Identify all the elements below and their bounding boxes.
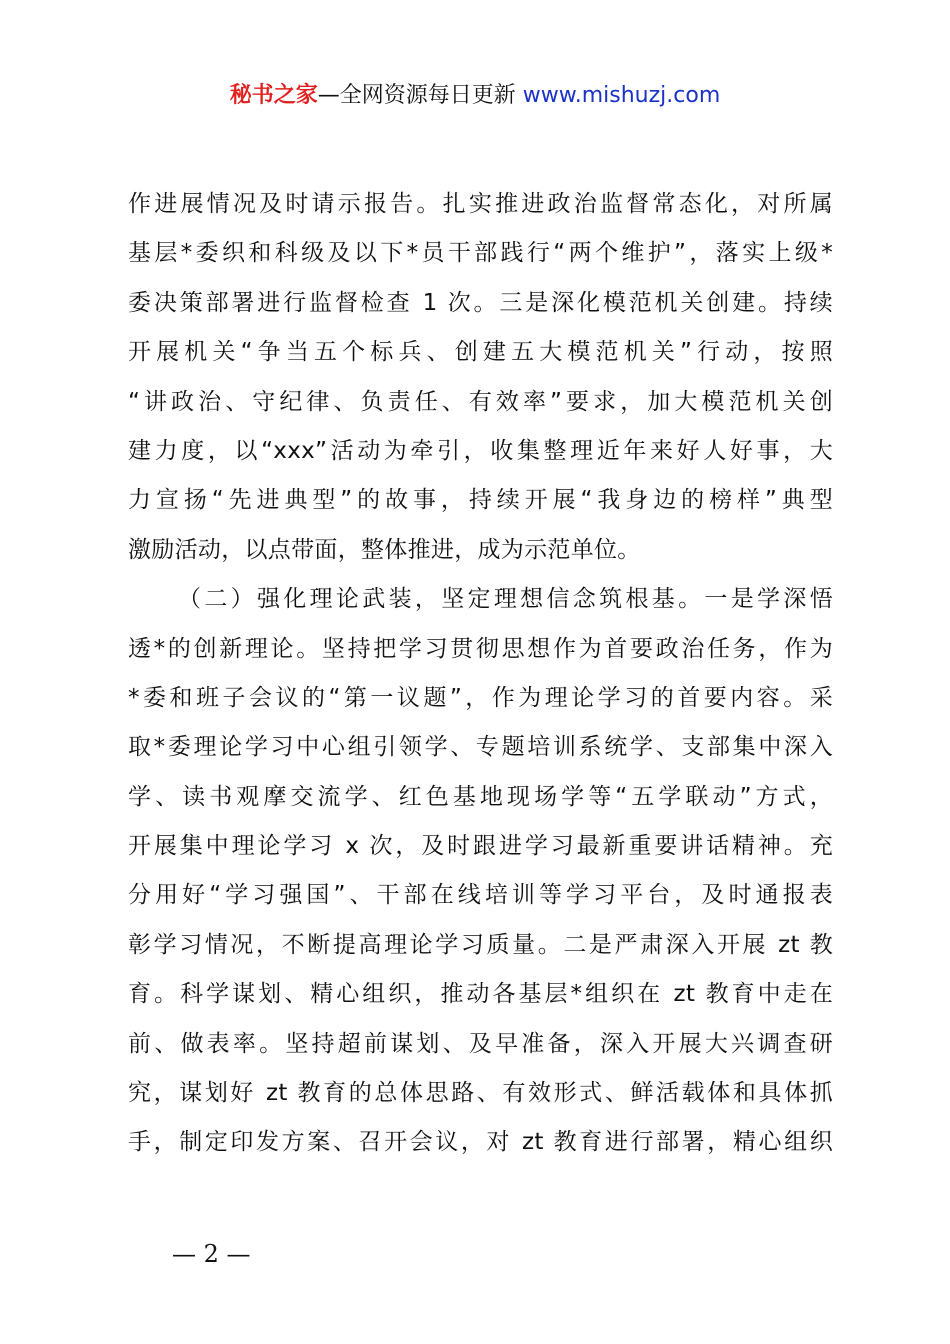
body-line: 育。科学谋划、精心组织，推动各基层*组织在 zt 教育中走在 — [128, 981, 833, 1008]
body-line: 手，制定印发方案、召开会议，对 zt 教育进行部署，精心组织 — [128, 1129, 833, 1156]
body-line: 透*的创新理论。坚持把学习贯彻思想作为首要政治任务，作为 — [128, 635, 833, 662]
body-line: “讲政治、守纪律、负责任、有效率”要求，加大模范机关创 — [128, 388, 833, 415]
site-header — [0, 80, 950, 112]
body-line: 开展集中理论学习 x 次，及时跟进学习最新重要讲话精神。充 — [128, 833, 833, 860]
body-line: 取*委理论学习中心组引领学、专题培训系统学、支部集中深入 — [128, 734, 833, 761]
brand-name: 秘书之家 — [229, 83, 318, 108]
body-line: 建力度，以“xxx”活动为牵引，收集整理近年来好人好事，大 — [128, 437, 833, 464]
site-url-link[interactable]: www.mishuzj.com — [522, 83, 721, 108]
body-line: 委决策部署进行监督检查 1 次。三是深化模范机关创建。持续 — [128, 289, 833, 316]
body-line: 作进展情况及时请示报告。扎实推进政治监督常态化，对所属 — [128, 191, 833, 217]
body-line: 力宣扬“先进典型”的故事，持续开展“我身边的榜样”典型 — [128, 487, 833, 514]
body-line: 开展机关“争当五个标兵、创建五大模范机关”行动，按照 — [128, 339, 833, 366]
body-line: 学、读书观摩交流学、红色基地现场学等“五学联动”方式， — [128, 783, 833, 810]
body-line: 究，谋划好 zt 教育的总体思路、有效形式、鲜活载体和具体抓 — [128, 1080, 833, 1107]
body-line: 激励活动，以点带面，整体推进，成为示范单位。 — [128, 536, 641, 563]
body-line: *委和班子会议的“第一议题”，作为理论学习的首要内容。采 — [128, 684, 833, 711]
body-line: 基层*委织和科级及以下*员干部践行“两个维护”，落实上级* — [128, 240, 833, 267]
section-heading-line: （二）强化理论武装，坚定理想信念筑根基。一是学深悟 — [178, 586, 833, 613]
body-line: 分用好“学习强国”、干部在线培训等学习平台，及时通报表 — [128, 882, 833, 909]
page-number: — 2 — — [172, 1240, 251, 1268]
body-line: 彰学习情况，不断提高理论学习质量。二是严肃深入开展 zt 教 — [128, 931, 833, 958]
body-line: 前、做表率。坚持超前谋划、及早准备，深入开展大兴调查研 — [128, 1030, 833, 1057]
header-tagline: —全网资源每日更新 — [317, 83, 523, 108]
document-body — [128, 180, 833, 1168]
